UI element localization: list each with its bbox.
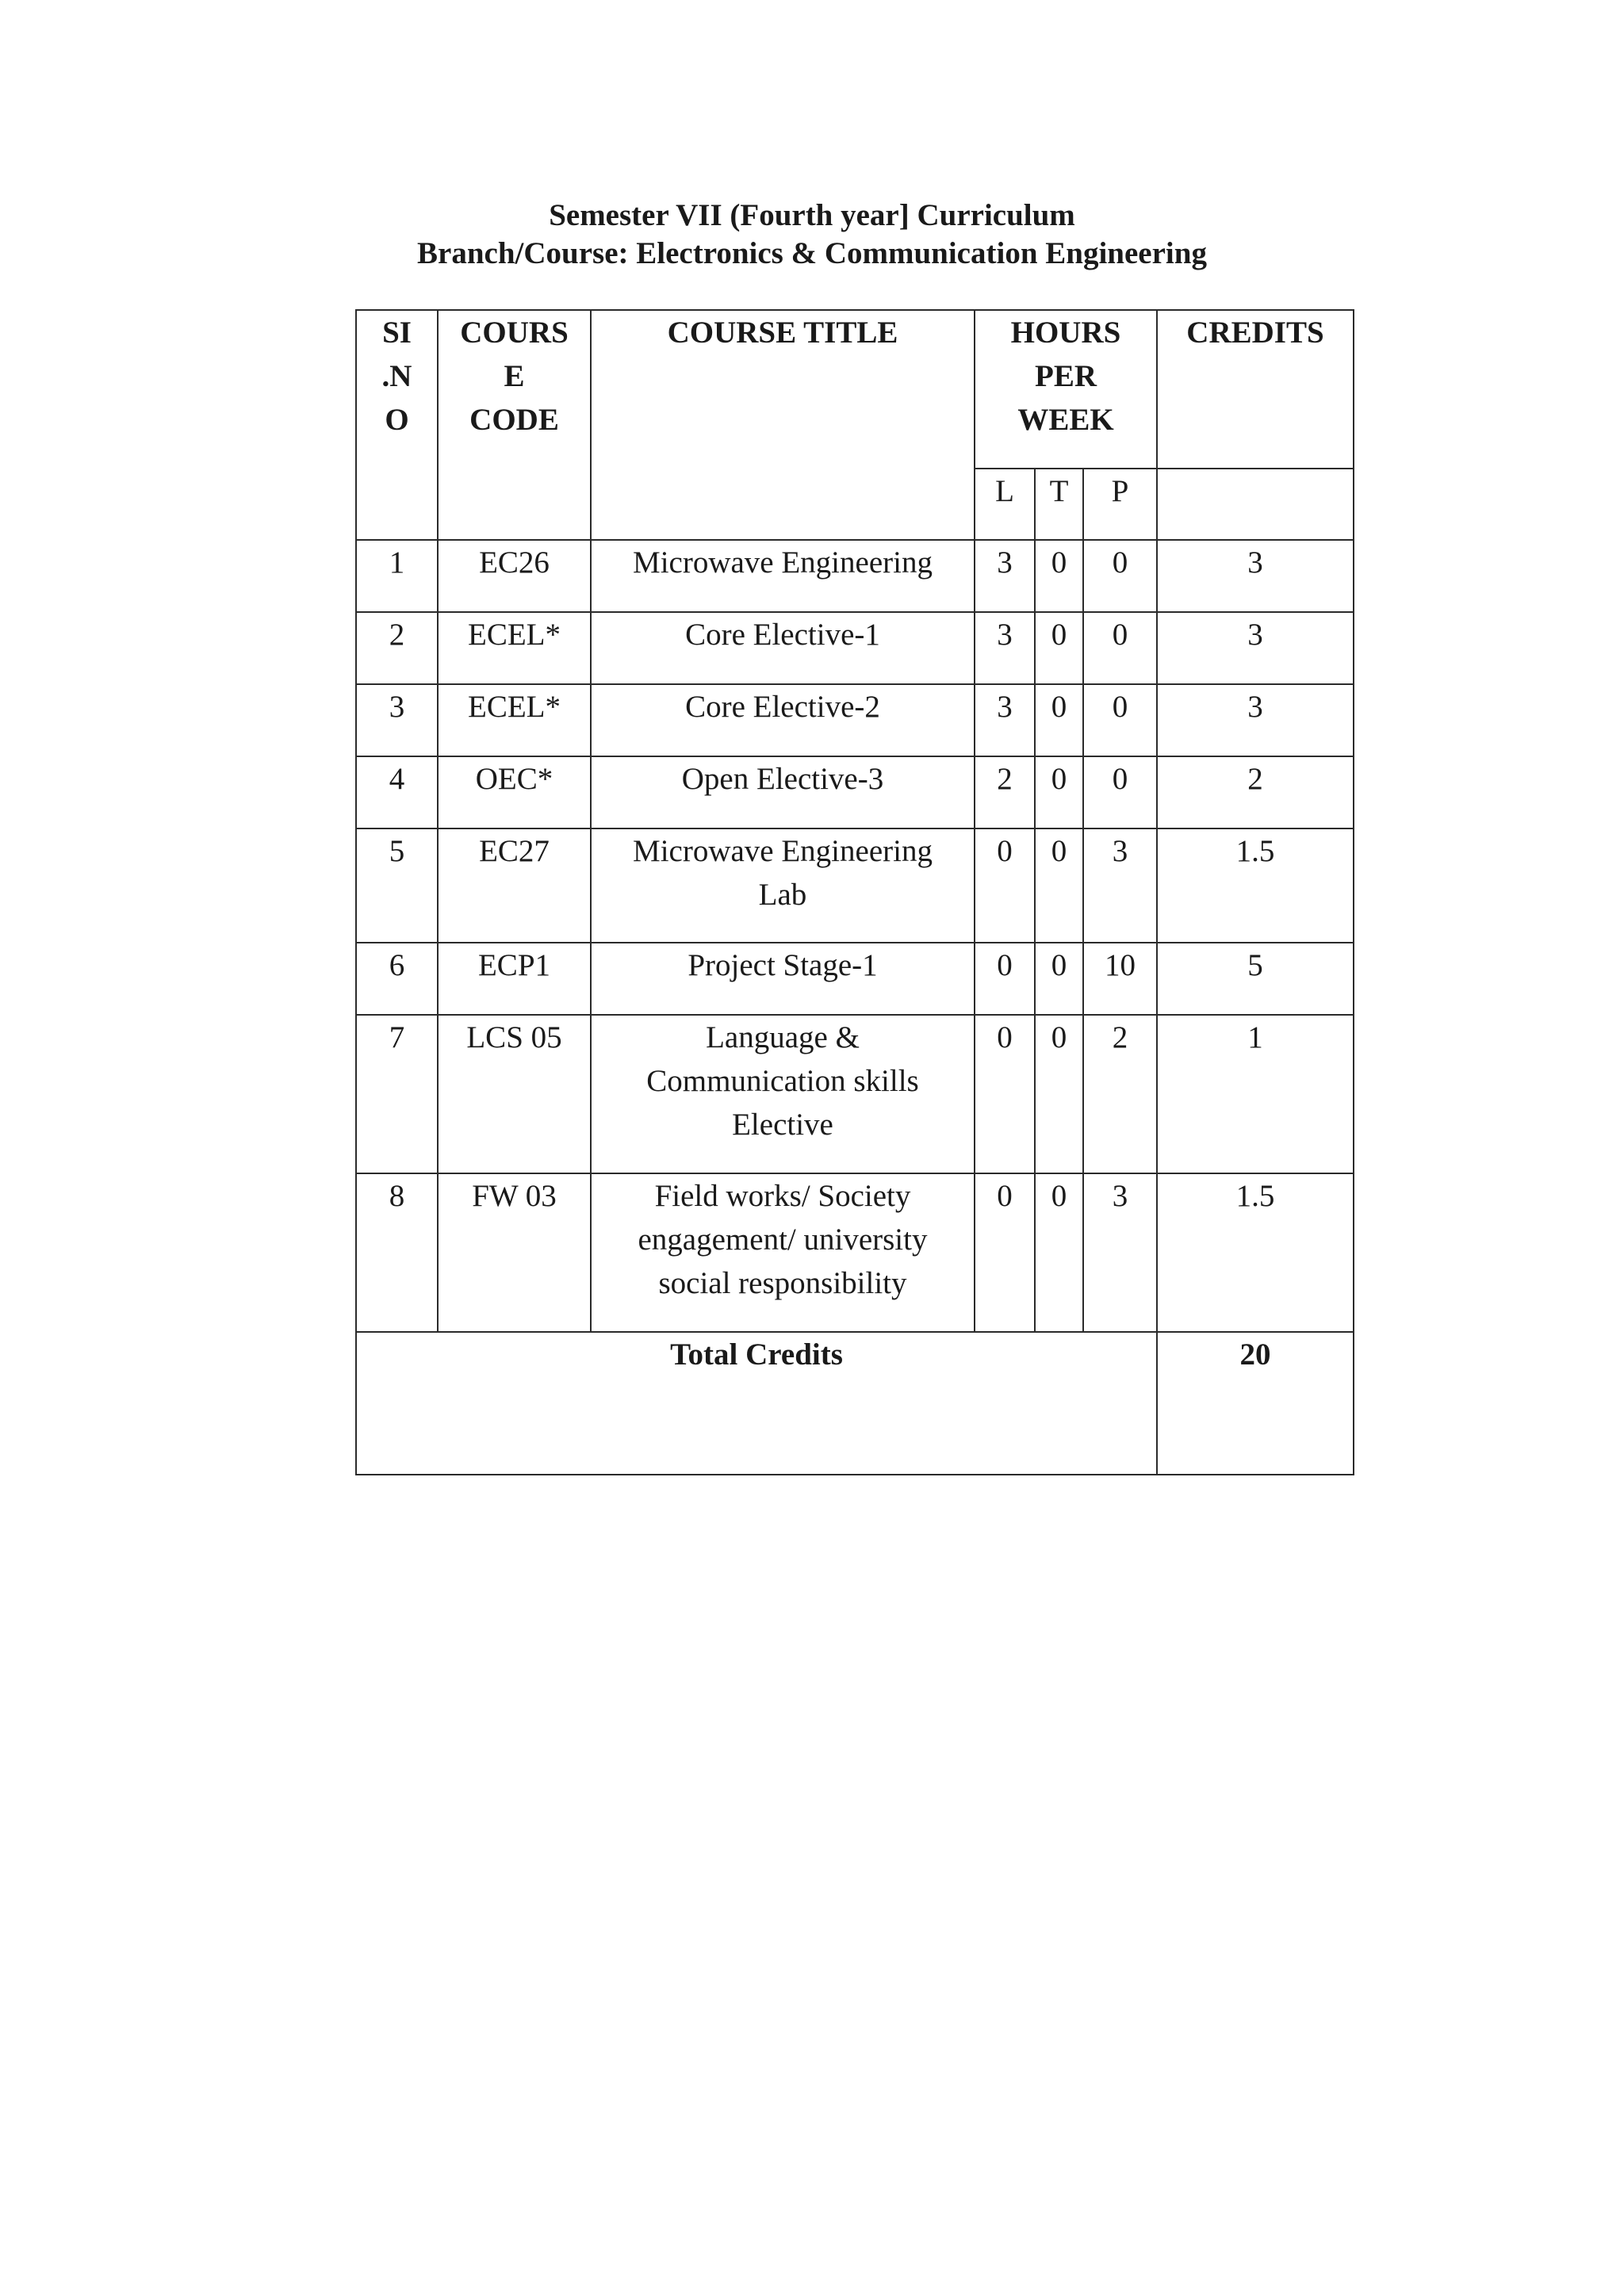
cell-sno: 8 bbox=[356, 1173, 438, 1332]
total-credits-value: 20 bbox=[1157, 1332, 1354, 1475]
cell-p: 0 bbox=[1083, 756, 1157, 828]
table-row bbox=[356, 612, 1354, 684]
cell-p: 3 bbox=[1083, 828, 1157, 943]
cell-t: 0 bbox=[1035, 828, 1083, 943]
cell-l: 0 bbox=[975, 1173, 1035, 1332]
cell-course-code: EC26 bbox=[438, 540, 591, 612]
cell-course-title: Core Elective-2 bbox=[591, 684, 975, 756]
cell-course-title: Microwave Engineering bbox=[591, 540, 975, 612]
table-row bbox=[356, 1015, 1354, 1173]
table-row bbox=[356, 943, 1354, 1015]
cell-p: 2 bbox=[1083, 1015, 1157, 1173]
header-credits-blank bbox=[1157, 469, 1354, 540]
cell-course-title: Project Stage-1 bbox=[591, 943, 975, 1015]
total-credits-label: Total Credits bbox=[356, 1332, 1157, 1475]
cell-l: 3 bbox=[975, 540, 1035, 612]
cell-l: 0 bbox=[975, 828, 1035, 943]
cell-t: 0 bbox=[1035, 1015, 1083, 1173]
cell-t: 0 bbox=[1035, 756, 1083, 828]
cell-p: 3 bbox=[1083, 1173, 1157, 1332]
cell-course-title: Open Elective-3 bbox=[591, 756, 975, 828]
cell-credits: 1.5 bbox=[1157, 828, 1354, 943]
document-title: Semester VII (Fourth year] Curriculum bbox=[549, 198, 1075, 232]
cell-course-title: Field works/ Society engagement/ university social responsibility bbox=[591, 1173, 975, 1332]
cell-credits: 1.5 bbox=[1157, 1173, 1354, 1332]
table-header-row bbox=[356, 310, 1354, 469]
cell-sno: 3 bbox=[356, 684, 438, 756]
cell-p: 0 bbox=[1083, 684, 1157, 756]
table-row bbox=[356, 756, 1354, 828]
header-credits: CREDITS bbox=[1157, 310, 1354, 469]
cell-credits: 1 bbox=[1157, 1015, 1354, 1173]
cell-course-code: LCS 05 bbox=[438, 1015, 591, 1173]
cell-t: 0 bbox=[1035, 943, 1083, 1015]
cell-course-title: Language & Communication skills Elective bbox=[591, 1015, 975, 1173]
cell-course-code: ECEL* bbox=[438, 612, 591, 684]
cell-sno: 7 bbox=[356, 1015, 438, 1173]
header-hours-per-week: HOURS PER WEEK bbox=[975, 310, 1157, 469]
cell-l: 0 bbox=[975, 1015, 1035, 1173]
header-t: T bbox=[1035, 469, 1083, 540]
cell-course-code: ECP1 bbox=[438, 943, 591, 1015]
cell-t: 0 bbox=[1035, 612, 1083, 684]
cell-course-title: Core Elective-1 bbox=[591, 612, 975, 684]
table-row bbox=[356, 1173, 1354, 1332]
header-l: L bbox=[975, 469, 1035, 540]
header-course-title: COURSE TITLE bbox=[591, 310, 975, 540]
cell-p: 10 bbox=[1083, 943, 1157, 1015]
cell-t: 0 bbox=[1035, 684, 1083, 756]
header-course-code: COURS E CODE bbox=[438, 310, 591, 540]
cell-sno: 4 bbox=[356, 756, 438, 828]
cell-credits: 2 bbox=[1157, 756, 1354, 828]
cell-course-title: Microwave Engineering Lab bbox=[591, 828, 975, 943]
table-row bbox=[356, 540, 1354, 612]
cell-course-code: OEC* bbox=[438, 756, 591, 828]
cell-l: 0 bbox=[975, 943, 1035, 1015]
cell-p: 0 bbox=[1083, 540, 1157, 612]
header-p: P bbox=[1083, 469, 1157, 540]
table-row bbox=[356, 828, 1354, 943]
cell-t: 0 bbox=[1035, 540, 1083, 612]
table-row bbox=[356, 684, 1354, 756]
cell-credits: 5 bbox=[1157, 943, 1354, 1015]
cell-l: 3 bbox=[975, 684, 1035, 756]
cell-p: 0 bbox=[1083, 612, 1157, 684]
branch-subtitle: Branch/Course: Electronics & Communication Engineering bbox=[417, 236, 1207, 270]
cell-course-code: ECEL* bbox=[438, 684, 591, 756]
cell-sno: 5 bbox=[356, 828, 438, 943]
cell-t: 0 bbox=[1035, 1173, 1083, 1332]
total-row bbox=[356, 1332, 1354, 1475]
cell-sno: 2 bbox=[356, 612, 438, 684]
cell-course-code: FW 03 bbox=[438, 1173, 591, 1332]
cell-sno: 6 bbox=[356, 943, 438, 1015]
curriculum-table bbox=[355, 309, 1354, 1475]
cell-credits: 3 bbox=[1157, 612, 1354, 684]
cell-credits: 3 bbox=[1157, 684, 1354, 756]
cell-sno: 1 bbox=[356, 540, 438, 612]
cell-course-code: EC27 bbox=[438, 828, 591, 943]
header-sno: SI .N O bbox=[356, 310, 438, 540]
cell-l: 3 bbox=[975, 612, 1035, 684]
cell-l: 2 bbox=[975, 756, 1035, 828]
cell-credits: 3 bbox=[1157, 540, 1354, 612]
